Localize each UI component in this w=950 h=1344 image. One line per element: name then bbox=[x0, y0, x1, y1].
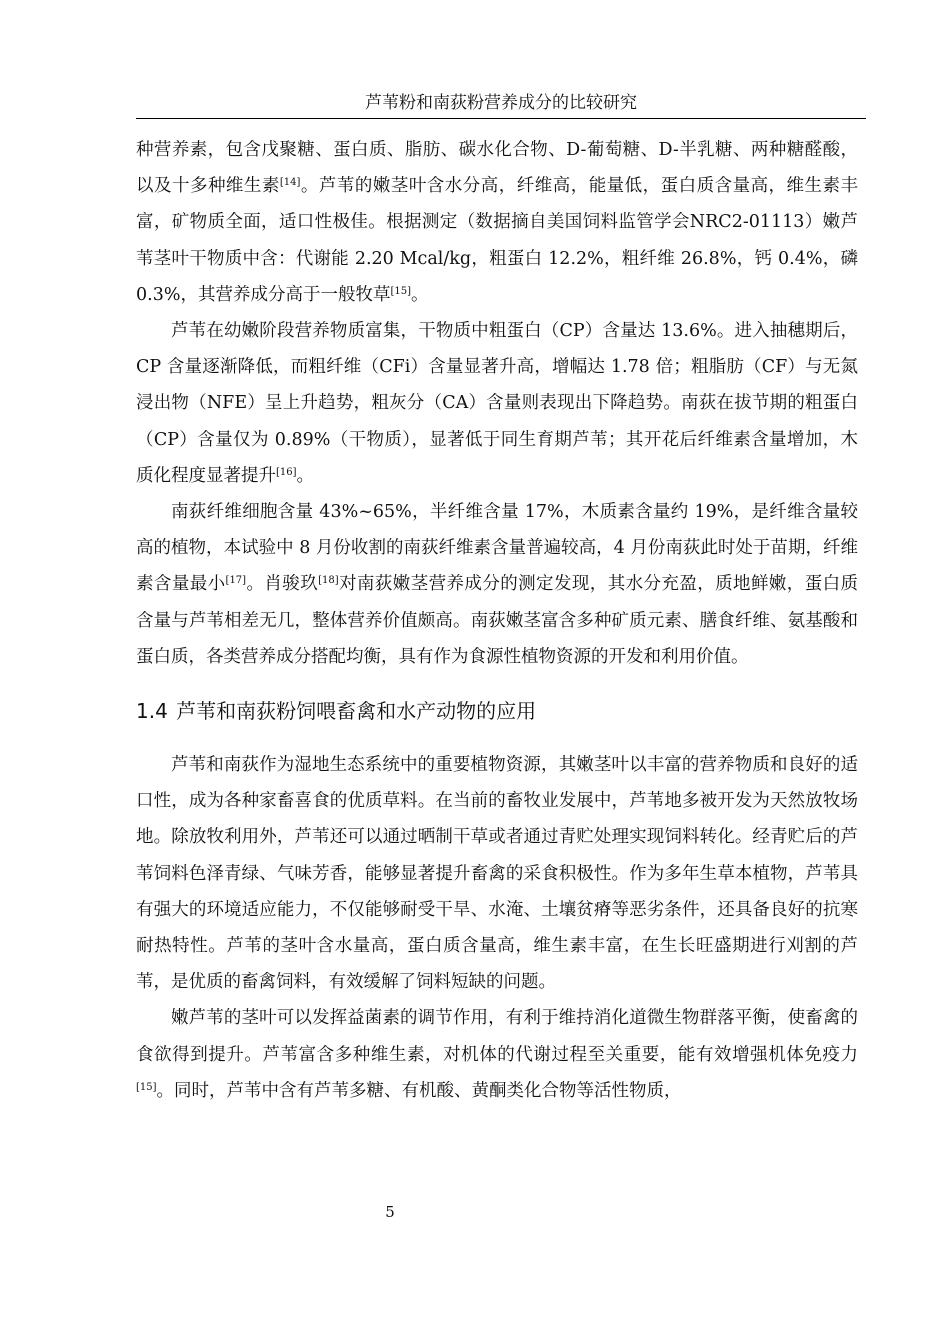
paragraph-text: 南荻纤维细胞含量 43%~65%，半纤维含量 17%，木质素含量约 19%，是纤维含量较高的植物，本试验中 8 月份收割的南荻纤维素含量普遍较高，4 月份南荻此时处于苗期，纤维素含量最小 bbox=[136, 502, 858, 595]
citation[interactable]: [15] bbox=[390, 285, 411, 297]
citation[interactable]: [17] bbox=[225, 575, 247, 587]
paragraph-1 bbox=[136, 132, 858, 313]
body-text bbox=[136, 132, 858, 1109]
paragraph-text: 对南荻嫩茎营养成分的测定发现，其水分充盈，质地鲜嫩，蛋白质含量与芦苇相差无几，整体营养价值颇高。南荻嫩茎富含多种矿质元素、膳食纤维、氨基酸和蛋白质，各类营养成分搭配均衡，具有作为食源性植物资源的开发和利用价值。 bbox=[136, 574, 859, 667]
paragraph-text: 。同时，芦苇中含有芦苇多糖、有机酸、黄酮类化合物等活性物质， bbox=[156, 1080, 682, 1101]
paragraph-text: 。 bbox=[411, 284, 429, 305]
paragraph-text: 种营养素，包含戊聚糖、蛋白质、脂肪、碳水化合物、D-葡萄糖、D-半乳糖、两种糖醛酸，以及十多种维生素 bbox=[136, 140, 858, 197]
section-title: 芦苇和南荻粉饲喂畜禽和水产动物的应用 bbox=[176, 699, 537, 724]
section-number: 1.4 bbox=[136, 699, 168, 724]
paragraph-text: 芦苇在幼嫩阶段营养物质富集，干物质中粗蛋白（CP）含量达 13.6%。进入抽穗期后，CP 含量逐渐降低，而粗纤维（CFi）含量显著升高，增幅达 1.78 倍；粗脂肪（CF）与无氮浸出物（NFE）呈上升趋势，粗灰分（CA）含量则表现出下降趋势。南荻在拔节期的粗蛋白（CP）含量仅为 0.89%（干物质），显著低于同生育期芦苇；其开花后纤维素含量增加，木质化程度显著提升 bbox=[136, 321, 858, 486]
paragraph-3 bbox=[136, 494, 858, 675]
paragraph-2 bbox=[136, 313, 858, 494]
citation[interactable]: [16] bbox=[276, 466, 297, 478]
paragraph-text: 芦苇和南荻作为湿地生态系统中的重要植物资源，其嫩茎叶以丰富的营养物质和良好的适口性，成为各种家畜喜食的优质草料。在当前的畜牧业发展中，芦苇地多被开发为天然放牧场地。除放牧利用外，芦苇还可以通过晒制干草或者通过青贮处理实现饲料转化。经青贮后的芦苇饲料色泽青绿、气味芳香，能够显著提升畜禽的采食积极性。作为多年生草本植物，芦苇具有强大的环境适应能力，不仅能够耐受干旱、水淹、土壤贫瘠等恶劣条件，还具备良好的抗寒耐热特性。芦苇的茎叶含水量高，蛋白质含量高，维生素丰富，在生长旺盛期进行刈割的芦苇，是优质的畜禽饲料，有效缓解了饲料短缺的问题。 bbox=[136, 755, 858, 993]
section-heading bbox=[136, 693, 858, 729]
paragraph-text: 。芦苇的嫩茎叶含水分高，纤维高，能量低，蛋白质含量高，维生素丰富，矿物质全面，适口性极佳。根据测定（数据摘自美国饲料监管学会NRC2-01113）嫩芦苇茎叶干物质中含：代谢能 2.20 Mcal/kg，粗蛋白 12.2%，粗纤维 26.8%，钙 0.4%，磷 0.3%，其营养成分高于一般牧草 bbox=[136, 176, 858, 305]
header-rule bbox=[136, 118, 866, 119]
paragraph-text: 。 bbox=[296, 465, 315, 486]
running-header: 芦苇粉和南荻粉营养成分的比较研究 bbox=[365, 93, 637, 113]
paragraph-4 bbox=[136, 747, 858, 1000]
paragraph-text: 嫩芦苇的茎叶可以发挥益菌素的调节作用，有利于维持消化道微生物群落平衡，使畜禽的食欲得到提升。芦苇富含多种维生素，对机体的代谢过程至关重要，能有效增强机体免疫力 bbox=[136, 1008, 858, 1065]
citation[interactable]: [15] bbox=[136, 1081, 157, 1093]
citation[interactable]: [14] bbox=[279, 177, 301, 189]
page-number: 5 bbox=[385, 1203, 395, 1221]
citation[interactable]: [18] bbox=[318, 575, 339, 587]
paragraph-text: 。肖骏玖 bbox=[246, 574, 319, 595]
paragraph-5 bbox=[136, 1000, 858, 1109]
